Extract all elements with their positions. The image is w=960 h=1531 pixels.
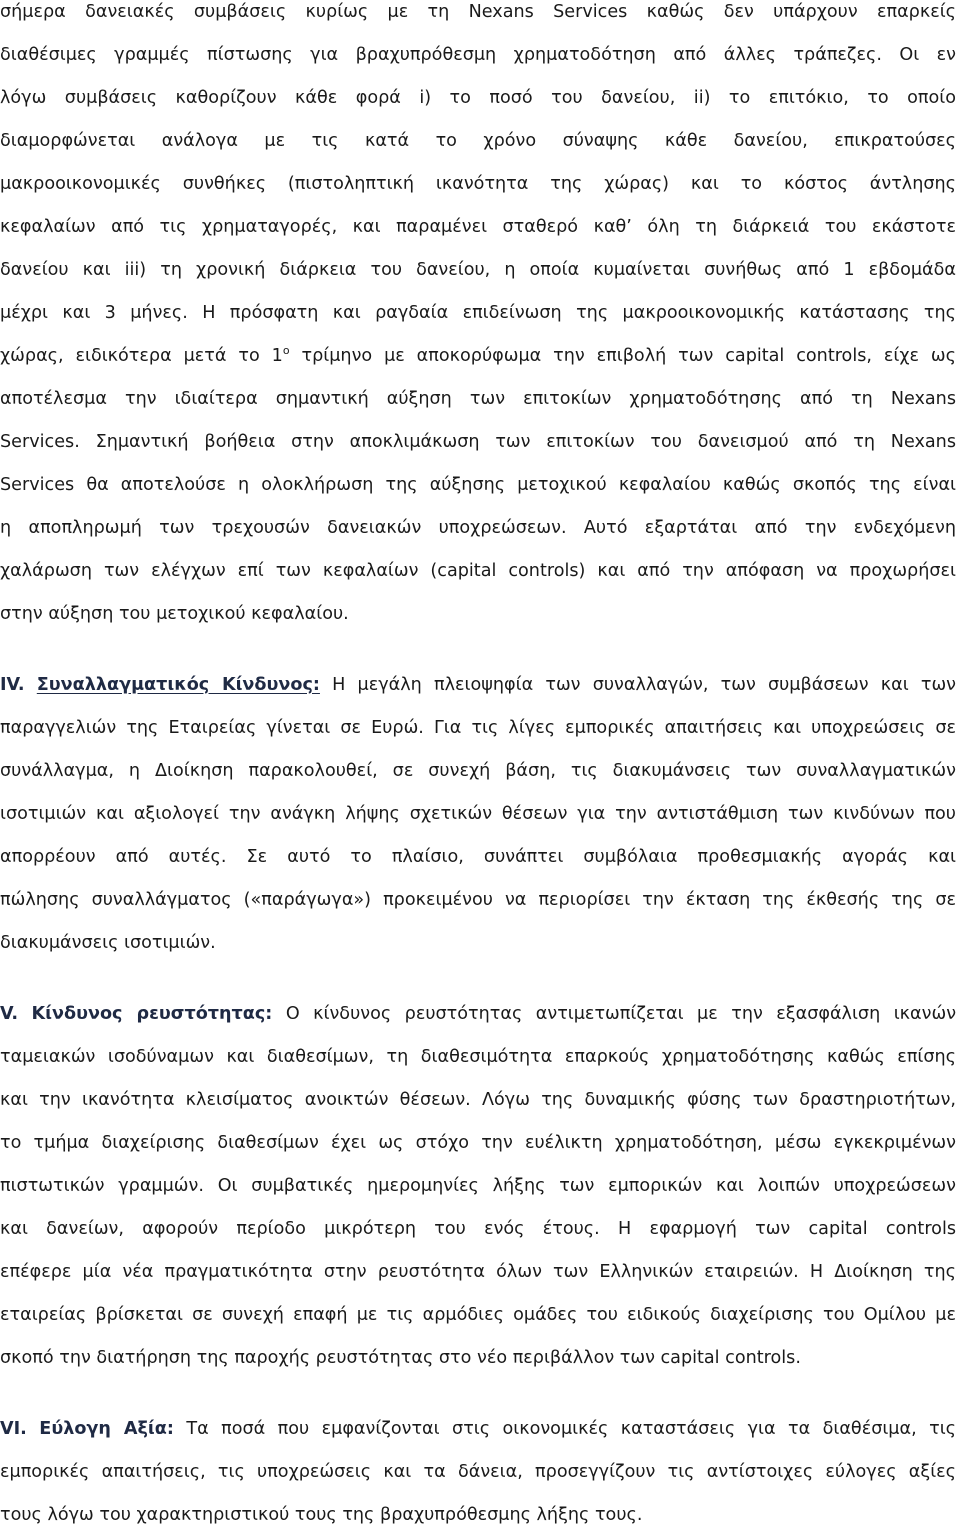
paragraph-line: εμπορικές απαιτήσεις, τις υποχρεώσεις και τα δάνεια, προσεγγίζουν τις αντίστοιχες εύλογες αξίες (0, 1462, 956, 1482)
paragraph-line: Services. Σημαντική βοήθεια στην αποκλιμάκωση των επιτοκίων του δανεισμού από τη Nexans (0, 432, 956, 452)
paragraph-line: αποτέλεσμα την ιδιαίτερα σημαντική αύξηση των επιτοκίων χρηματοδότησης από τη Nexans (0, 389, 956, 409)
paragraph-line: χαλάρωση των ελέγχων επί των κεφαλαίων (capital controls) και από την απόφαση να προχωρήσει (0, 561, 956, 581)
section-number: IV. (0, 675, 25, 695)
line-text: Τα ποσά που εμφανίζονται στις οικονομικές καταστάσεις για τα διαθέσιμα, τις (173, 1419, 956, 1439)
paragraph-line: επέφερε μία νέα πραγματικότητα στην ρευστότητα όλων των Ελληνικών εταιρειών. Η Διοίκηση της (0, 1262, 956, 1282)
paragraph-line: πώλησης συναλλάγματος («παράγωγα») προκειμένου να περιορίσει την έκταση της έκθεσής της σε (0, 890, 956, 910)
line-text: τρίμηνο με αποκορύφωμα την επιβολή των capital controls, είχε ως (289, 346, 956, 366)
paragraph-line: τους λόγω του χαρακτηριστικού τους της βραχυπρόθεσμης λήξης τους. (0, 1505, 643, 1525)
paragraph-line: συνάλλαγμα, η Διοίκηση παρακολουθεί, σε συνεχή βάση, τις διακυμάνσεις των συναλλαγματικών (0, 761, 956, 781)
paragraph-line: απορρέουν από αυτές. Σε αυτό το πλαίσιο, συνάπτει συμβόλαια προθεσμιακής αγοράς και (0, 847, 956, 867)
paragraph-line: διαμορφώνεται ανάλογα με τις κατά το χρόνο σύναψης κάθε δανείου, επικρατούσες (0, 131, 956, 151)
paragraph-line: κεφαλαίων από τις χρηματαγορές, και παραμένει σταθερό καθ’ όλη τη διάρκειά του εκάστοτε (0, 217, 956, 237)
paragraph-line: και δανείων, αφορούν περίοδο μικρότερη του ενός έτους. Η εφαρμογή των capital controls (0, 1219, 956, 1239)
paragraph-line: παραγγελιών της Εταιρείας γίνεται σε Ευρώ. Για τις λίγες εμπορικές απαιτήσεις και υποχρεώσεις σε (0, 718, 956, 738)
paragraph-line: δανείου και iii) τη χρονική διάρκεια του δανείου, η οποία κυμαίνεται συνήθως από 1 εβδομάδα (0, 260, 956, 280)
line-text: Η μεγάλη πλειοψηφία των συναλλαγών, των συμβάσεων και των (319, 675, 957, 695)
paragraph-line: ισοτιμιών και αξιολογεί την ανάγκη λήψης σχετικών θέσεων για την αντιστάθμιση των κινδύνων που (0, 804, 956, 824)
paragraph-line: εταιρείας βρίσκεται σε συνεχή επαφή με τις αρμόδιες ομάδες του ειδικούς διαχείρισης του Ομίλου με (0, 1305, 956, 1325)
paragraph-line: μακροοικονομικές συνθήκες (πιστοληπτική ικανότητα της χώρας) και το κόστος άντλησης (0, 174, 956, 194)
paragraph-line: στην αύξηση του μετοχικού κεφαλαίου. (0, 604, 349, 624)
superscript-ordinal: ο (282, 344, 290, 357)
line-text: χώρας, ειδικότερα μετά το 1 (0, 346, 283, 366)
paragraph-line: διακυμάνσεις ισοτιμιών. (0, 933, 216, 953)
paragraph-line: λόγω συμβάσεις καθορίζουν κάθε φορά i) το ποσό του δανείου, ii) το επιτόκιο, το οποίο (0, 88, 956, 108)
section-heading: Κίνδυνος ρευστότητας: (31, 1004, 273, 1024)
section-number: V. (0, 1004, 19, 1024)
paragraph-line: η αποπληρωμή των τρεχουσών δανειακών υποχρεώσεων. Αυτό εξαρτάται από την ενδεχόμενη (0, 518, 956, 538)
section-heading: Συναλλαγματικός Κίνδυνος: (36, 675, 320, 695)
paragraph-line (0, 345, 956, 367)
line-text: Ο κίνδυνος ρευστότητας αντιμετωπίζεται με την εξασφάλιση ικανών (272, 1004, 957, 1024)
section-vi-first-line (0, 1418, 956, 1440)
paragraph-line: διαθέσιμες γραμμές πίστωσης για βραχυπρόθεσμη χρηματοδότηση από άλλες τράπεζες. Οι εν (0, 45, 956, 65)
paragraph-line: και την ικανότητα κλεισίματος ανοικτών θέσεων. Λόγω της δυναμικής φύσης των δραστηριοτήτων, (0, 1090, 956, 1110)
section-number: VI. (0, 1419, 27, 1439)
section-iv-first-line (0, 674, 956, 696)
paragraph-line: σκοπό την διατήρηση της παροχής ρευστότητας στο νέο περιβάλλον των capital controls. (0, 1348, 801, 1368)
section-heading: Εύλογη Αξία: (39, 1419, 174, 1439)
paragraph-line: πιστωτικών γραμμών. Οι συμβατικές ημερομηνίες λήξης των εμπορικών και λοιπών υποχρεώσεων (0, 1176, 956, 1196)
paragraph-line: Services θα αποτελούσε η ολοκλήρωση της αύξησης μετοχικού κεφαλαίου καθώς σκοπός της είναι (0, 475, 956, 495)
section-v-first-line (0, 1003, 956, 1025)
paragraph-line: σήμερα δανειακές συμβάσεις κυρίως με τη Nexans Services καθώς δεν υπάρχουν επαρκείς (0, 2, 956, 22)
paragraph-line: ταμειακών ισοδύναμων και διαθεσίμων, τη διαθεσιμότητα επαρκούς χρηματοδότησης καθώς επίσης (0, 1047, 956, 1067)
paragraph-line: το τμήμα διαχείρισης διαθεσίμων έχει ως στόχο την ευέλικτη χρηματοδότηση, μέσω εγκεκριμένων (0, 1133, 956, 1153)
paragraph-line: μέχρι και 3 μήνες. Η πρόσφατη και ραγδαία επιδείνωση της μακροοικονομικής κατάστασης της (0, 303, 956, 323)
